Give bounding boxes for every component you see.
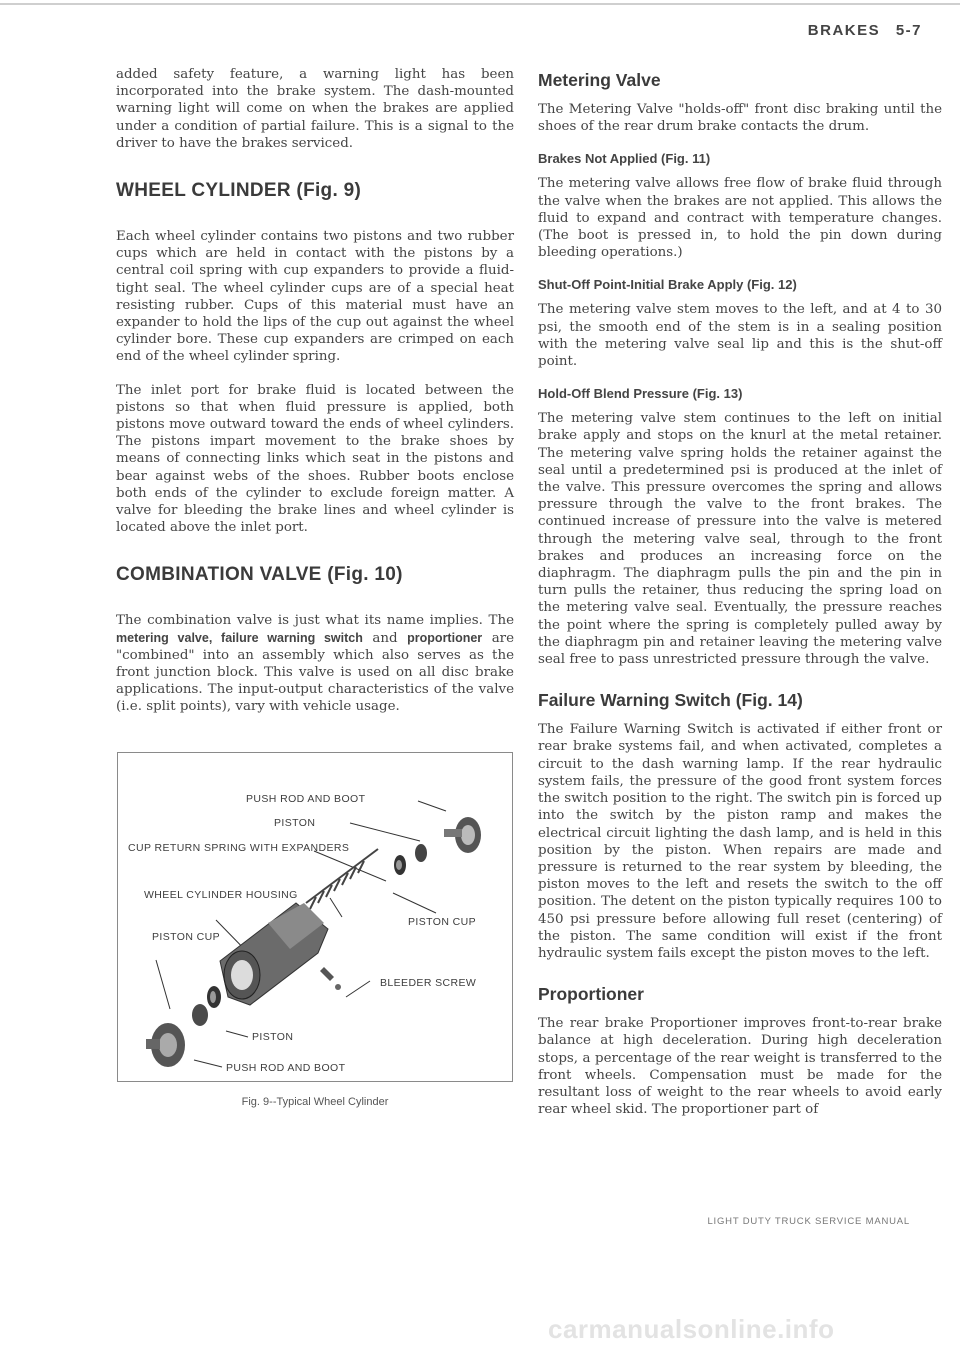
label-bleeder-screw: BLEEDER SCREW [380, 977, 477, 989]
label-piston-top: PISTON [274, 817, 316, 829]
hold-off-blend-paragraph: The metering valve stem continues to the left on initial brake apply and stops on the knurl at the metal retainer. The metering valve spring holds the retainer against the seal until a predetermined psi is produced at the inlet of the valve. This pressure overcomes the spring and allows pressure through the valve to the front brakes. The continued increase of pressure into the valve is metered through the metering valve seal, through to the front brakes and produces an increasing force on the diaphragm. The diaphragm pulls the pin and the pin in turn pulls the retainer, thus reducing the spring load on the metering valve seal. Eventually, the pressure reaches the point where the spring is completely pulled away by the diaphragm pin and retainer leaving the metering valve seal free to pass unrestricted pressure through the valve. [538, 411, 942, 668]
left-piston-part [192, 1004, 208, 1026]
cylinder-housing-part [220, 903, 328, 1005]
brakes-not-applied-paragraph: The metering valve allows free flow of brake fluid through the valve when the brakes are not applied. This allows the fluid to expand and contract with temperature changes. (The boot is pressed in, to hold the pin down during bleeding operations.) [538, 176, 942, 261]
combination-text-b: are "combined" into an assembly which also serves as the front junction block. This valve is used on all disc brake applications. The input-output characteristics of the valve (i.e. split points), vary with vehicle usage. [116, 630, 515, 715]
label-push-rod-top: PUSH ROD AND BOOT [246, 793, 366, 805]
combination-text-a: The combination valve is just what its name implies. The [116, 613, 514, 629]
manual-footer: LIGHT DUTY TRUCK SERVICE MANUAL [707, 1216, 910, 1227]
label-push-rod-bottom: PUSH ROD AND BOOT [226, 1062, 346, 1074]
wheel-cylinder-paragraph-1: Each wheel cylinder contains two pistons and two rubber cups which are held in contact with the pistons by a central coil spring with cup expanders to provide a fluid-tight seal. The wheel cylinder cups are of a special heat resisting rubber. Cups of this material must have an expander to hold the lips of the cup out against the wheel cylinder bore. These cup expanders are crimped on each end of the wheel cylinder spring. [116, 229, 514, 365]
right-boot-part [444, 817, 481, 853]
metering-valve-heading: Metering Valve [538, 70, 661, 90]
proportioner-heading: Proportioner [538, 984, 644, 1005]
label-piston-cup-right: PISTON CUP [408, 916, 476, 928]
left-cup-part [207, 986, 221, 1008]
proportioner-paragraph: The rear brake Proportioner improves front-to-rear brake balance at high deceleration. During high deceleration stops, a percentage of the rear weight is transferred to the front wheels. Compensation must be made for the resultant loss of weight to the rear wheels to avoid early rear wheel skid. The proportioner part of [538, 1016, 942, 1118]
brakes-not-applied-heading: Brakes Not Applied (Fig. 11) [538, 151, 711, 167]
figure-caption: Fig. 9--Typical Wheel Cylinder [241, 1096, 389, 1108]
top-rule [0, 3, 960, 5]
failure-warning-switch-heading: Failure Warning Switch (Fig. 14) [538, 690, 803, 711]
spring-part [306, 849, 378, 909]
section-title: BRAKES [807, 22, 881, 39]
wheel-cylinder-heading: WHEEL CYLINDER (Fig. 9) [116, 180, 362, 202]
right-column [538, 70, 942, 1134]
page-header [798, 22, 922, 39]
bleeder-screw-part [320, 967, 341, 990]
combination-text-and: and [372, 630, 398, 646]
failure-warning-switch-paragraph: The Failure Warning Switch is activated if either front or rear brake systems fail, and when activated, completes a circuit to the dash warning lamp. If the rear hydraulic system fails, the pressure of the good front system forces the switch position to the right. The switch pin is forced up into the switch by the piston ramp and makes the electrical circuit lighting the dash lamp, and is held in this position by the piston. When repairs are made and pressure is returned to the rear system by bleeding, the piston moves to the left and resets the switch to the off position. The detent on the piston typically requires 100 to 450 psi pressure before allowing full reset (centering) of the piston. The same condition will exist if the front hydraulic system fails except the piston moves to the left. [538, 722, 942, 961]
combination-valve-heading: COMBINATION VALVE (Fig. 10) [116, 564, 403, 586]
left-boot-part [146, 1023, 185, 1067]
hold-off-blend-heading: Hold-Off Blend Pressure (Fig. 13) [538, 386, 743, 402]
label-piston-bottom: PISTON [252, 1031, 294, 1043]
page-number: 5-7 [895, 22, 922, 39]
intro-paragraph: added safety feature, a warning light has been incorporated into the brake system. The dash-mounted warning light will come on when the brakes are applied under a condition of partial failure. This is a signal to the driver to have the brakes serviced. [116, 67, 514, 151]
shut-off-point-heading: Shut-Off Point-Initial Brake Apply (Fig. 12) [538, 277, 797, 293]
combination-keyword-1: metering valve, failure warning switch [116, 630, 363, 645]
left-column [116, 66, 514, 732]
combination-keyword-2: proportioner [407, 630, 483, 645]
label-housing: WHEEL CYLINDER HOUSING [144, 889, 298, 901]
label-cup-return-spring: CUP RETURN SPRING WITH EXPANDERS [128, 842, 350, 854]
watermark: carmanualsonline.info [548, 1314, 835, 1344]
wheel-cylinder-paragraph-2: The inlet port for brake fluid is located between the pistons so that when fluid pressure is applied, both pistons move outward toward the ends of wheel cylinders. The pistons impart movement to the brake shoes by means of connecting links which seat in the pistons and bear against webs of the shoes. Rubber boots enclose both ends of the cylinder to exclude foreign matter. A valve for bleeding the brake lines and wheel cylinder is located above the inlet port. [116, 382, 514, 536]
right-piston-part [415, 844, 427, 862]
wheel-cylinder-figure [117, 752, 513, 1082]
right-cup-part [394, 855, 406, 875]
combination-valve-paragraph [116, 612, 514, 715]
shut-off-point-paragraph: The metering valve stem moves to the left, and at 4 to 30 psi, the smooth end of the stem is in a sealing position with the metering valve seal lip and this is the shut-off point. [538, 302, 942, 370]
label-piston-cup-left: PISTON CUP [152, 931, 220, 943]
metering-valve-paragraph: The Metering Valve "holds-off" front disc braking until the shoes of the rear drum brake contacts the drum. [538, 102, 942, 135]
